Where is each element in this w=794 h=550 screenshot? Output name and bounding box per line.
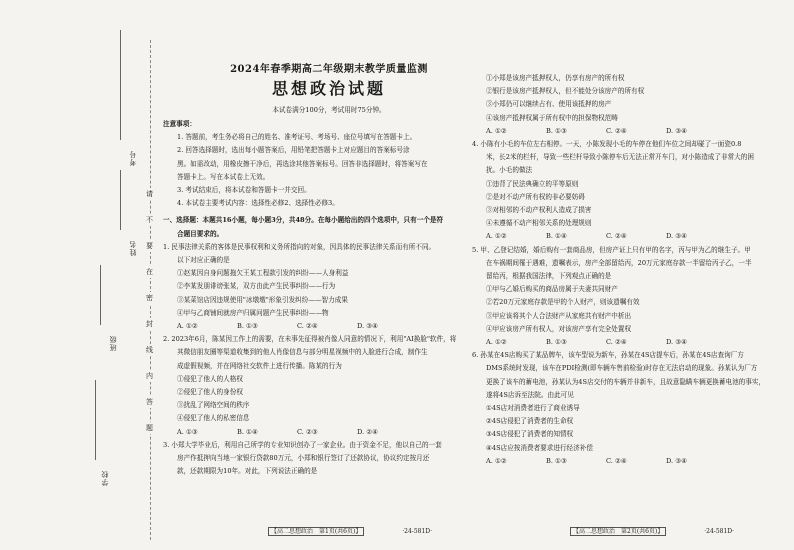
q4-stem: 扰。小毛的做法 — [486, 166, 533, 175]
left-column — [163, 118, 463, 478]
q1-item: ④甲与乙商铺间就房产归属问题产生民事纠纷——物 — [177, 308, 329, 317]
q3-option-a: A. ①② — [486, 126, 507, 135]
q4-option-c: C. ②④ — [606, 232, 627, 241]
exam-subject: 思想政治试题 — [271, 79, 386, 98]
seal-char: 不 — [146, 216, 153, 224]
binding-strip — [0, 0, 160, 550]
q2-option-d: D. ②④ — [357, 427, 379, 436]
q3-options — [472, 125, 790, 138]
q4-options — [472, 230, 790, 243]
q5-option-c: C. ②④ — [606, 338, 627, 347]
q5-stem: 留给丙，根据我国法律，下列观点正确的是 — [486, 272, 612, 281]
q5-item: ③甲应该将其个人合法财产从家庭共有财产中析出 — [486, 311, 632, 320]
q4-item: ①违背了民法典确立的平等原则 — [486, 179, 579, 188]
seal-char: 密 — [146, 294, 153, 302]
q4-stem: 米，长2米的栏杆，导致一些栏杆导致小陈停车后无法正常开车门，对小陈造成了非常大的困 — [486, 153, 754, 162]
seal-char: 题 — [146, 424, 153, 432]
xuexiao-label: 学校 — [101, 470, 109, 486]
footer-right-code: ·24-581D· — [704, 528, 734, 535]
notes-item: 3. 考试结束后，将本试卷和答题卡一并交回。 — [177, 186, 311, 195]
banji-label: 班级 — [109, 335, 117, 351]
q6-stem: DMS系统时发现，该车在PDI检测(即车辆车售前检验)时存在无法启动的现象。孙某认为厂方 — [486, 364, 758, 373]
q1-stem: 以下对应正确的是 — [177, 256, 230, 265]
seal-char: 答 — [146, 398, 153, 406]
q5-item: ④甲应该房产所有权人，对该房产享有完全处置权 — [486, 324, 632, 333]
q3-item: ④该房产抵押权属于所有权中的担保物权范畴 — [486, 113, 618, 122]
q1-option-a: A. ①② — [177, 322, 198, 331]
seal-char: 请 — [146, 190, 153, 198]
q5-option-a: A. ①② — [486, 338, 507, 347]
notes-heading: 注意事项： — [163, 120, 196, 128]
q4-stem: 4. 小陈有小毛的车位左右相停。一天，小陈发现小毛的车停在他们车位之间却碰了一面瓷0.8 — [472, 140, 742, 149]
footer-right — [570, 526, 734, 535]
q3-item: ③小郑仍可以继续占有、使用该抵押的房产 — [486, 100, 612, 109]
q1-option-b: B. ①③ — [237, 322, 258, 331]
notes-item: 4. 本试卷主要考试内容：选择性必修2、选择性必修3。 — [177, 199, 339, 208]
q1-item: ①赵某因自身问题拖欠王某工程款引发的纠纷——人身利益 — [177, 269, 349, 278]
q2-stem: 成虚假视频，并在网络社交软件上进行传播。陈某的行为 — [177, 361, 342, 370]
section1-line1: 一、选择题：本题共16小题，每小题3分，共48分。在每小题给出的四个选项中，只有一个是符 — [163, 216, 444, 225]
q6-options — [472, 455, 790, 468]
q1-option-c: C. ②④ — [297, 322, 318, 331]
q2-item: ①侵犯了他人的人格权 — [177, 374, 243, 383]
q5-option-b: B. ①③ — [546, 338, 567, 347]
seal-char: 内 — [146, 372, 153, 380]
q6-item: ①4S店对消费者进行了商业诱导 — [486, 404, 580, 413]
q2-options — [163, 426, 463, 439]
q6-stem: 更换了该车的蓄电池，孙某认为4S店交付的车辆并非新车，且故意隐瞒车辆更换蓄电池的事实， — [486, 377, 766, 386]
q4-item: ④未遵循不动产相邻关系的处理规则 — [486, 219, 592, 228]
q3-stem: 3. 小郑大学毕业后，利用自己所学的专业知识创办了一家企业。由于资金不足，他以自己的一套 — [163, 440, 442, 449]
footer-left-code: ·24-581D· — [402, 528, 432, 535]
score-line: 本试卷满分100分，考试用时75分钟。 — [272, 106, 386, 114]
xingming-line — [120, 170, 121, 230]
q3-item: ①小郑是该房产抵押权人，仍享有房产的所有权 — [486, 74, 625, 82]
q4-item: ③对相邻的不动产权利人造成了损害 — [486, 206, 592, 215]
q3-option-c: C. ②④ — [606, 126, 627, 135]
q1-item: ②李某发朋诽谤张某，双方由此产生民事纠纷——行为 — [177, 282, 336, 291]
q6-option-a: A. ①② — [486, 456, 507, 465]
notes-item: 答题卡上。写在本试卷上无效。 — [177, 172, 270, 181]
q2-option-b: B. ①④ — [237, 427, 258, 436]
q6-item: ②4S店侵犯了消费者的生命权 — [486, 417, 574, 426]
seal-char: 封 — [146, 320, 153, 328]
q5-option-d: D. ③④ — [666, 338, 688, 347]
footer-right-label: 【高二思想政治 第2页(共6页)】 — [570, 527, 666, 536]
q3-stem: 款，还款期限为10年。对此，下列说法正确的是 — [177, 467, 318, 476]
section1-line2: 合题目要求的。 — [177, 229, 224, 238]
notes-item: 2. 回答选择题时，选出每小题答案后，用铅笔把答题卡上对应题目的答案标号涂 — [177, 146, 410, 155]
q3-stem: 房产作抵押向当地一家银行贷款80万元，小郑和银行签订了还款协议，协议约定按月还 — [177, 454, 430, 463]
notes-item: 1. 答题前，考生务必将自己的姓名、准考证号、考场号、座位号填写在答题卡上。 — [177, 133, 417, 142]
right-column — [472, 72, 790, 468]
q6-option-b: B. ①③ — [546, 456, 567, 465]
q2-item: ③扰乱了网络空间的秩序 — [177, 401, 250, 410]
q2-option-c: C. ②③ — [297, 427, 318, 436]
q4-option-d: D. ③④ — [666, 232, 688, 241]
seal-dashed-line — [150, 40, 151, 540]
exam-title: 2024年春季期高二年级期末教学质量监测 — [230, 64, 428, 75]
q3-item: ②银行是该房产抵押权人，但不能处分该房产的所有权 — [486, 87, 645, 96]
seal-char: 线 — [146, 346, 153, 354]
q3-option-b: B. ①③ — [546, 126, 567, 135]
seal-char: 在 — [146, 268, 153, 276]
q2-item: ④侵犯了他人的私密信息 — [177, 414, 250, 423]
q2-stem: 其微信朋友圈等渠道收集到的他人肖像信息与部分明星视频中的人脸进行合成，制作生 — [177, 348, 428, 357]
seal-char: 要 — [146, 242, 153, 250]
kaohao-line — [120, 30, 121, 140]
q5-stem: 5. 甲、乙登记结婚，婚后购有一套商品房，但房产证上只有甲的名字，丙与甲为乙的继生子。甲 — [472, 245, 751, 254]
q5-options — [472, 336, 790, 349]
banji-line — [100, 265, 101, 325]
q6-stem: 6. 孙某在4S店购买了某品牌车，该车型说为新车，孙某在4S店提车后，孙某在4S店查询厂方 — [472, 351, 744, 360]
q3-option-d: D. ③④ — [666, 126, 688, 135]
footer-left-label: 【高二思想政治 第1页(共6页)】 — [268, 527, 364, 536]
footer-left — [268, 526, 432, 535]
q5-item: ②若20万元家庭存款是甲的个人财产，则该遗嘱有效 — [486, 298, 640, 307]
q6-option-d: D. ③④ — [666, 456, 688, 465]
q5-stem: 在车祸期间罹于遇难，遗嘱表示，房产全部留给丙，20万元家庭存款一半留给丙子乙，一半 — [486, 258, 752, 267]
q2-stem: 2. 2023年6月，陈某因工作上的需要，在未事先征得被肖像人同意的情况下，利用"AI换脸"软件，将 — [163, 335, 457, 344]
q1-options — [163, 320, 463, 333]
q4-option-a: A. ①② — [486, 232, 507, 241]
q2-item: ②侵犯了他人的身份权 — [177, 388, 243, 397]
q4-item: ②是对不动产所有权的非必要妨碍 — [486, 192, 585, 201]
kaohao-label: 考号 — [129, 150, 137, 166]
q1-stem: 1. 民事法律关系的客体是民事权利和义务所指向的对象，因具体的民事法律关系而有所不同。 — [163, 242, 436, 251]
q6-option-c: C. ②④ — [606, 456, 627, 465]
q6-item: ④4S店应按消费者要求进行经济补偿 — [486, 443, 593, 452]
xuexiao-line — [95, 380, 96, 460]
q2-option-a: A. ①③ — [177, 427, 198, 436]
xingming-label: 姓名 — [129, 240, 137, 256]
notes-item: 黑。如需改动，用橡皮擦干净后，再选涂其他答案标号。回答非选择题时，将答案写在 — [177, 159, 428, 168]
q4-option-b: B. ①④ — [546, 232, 567, 241]
q6-item: ③4S店侵犯了消费者的知情权 — [486, 430, 574, 439]
q1-option-d: D. ③④ — [357, 322, 379, 331]
q1-item: ③某菜馆店因违规使用"冰墩墩"形象引发纠纷——智力成果 — [177, 295, 348, 304]
q6-stem: 遂将4S店诉至法院。由此可见 — [486, 390, 574, 399]
q5-item: ①甲与乙婚后购买的商品房属于夫妻共同财产 — [486, 285, 618, 294]
